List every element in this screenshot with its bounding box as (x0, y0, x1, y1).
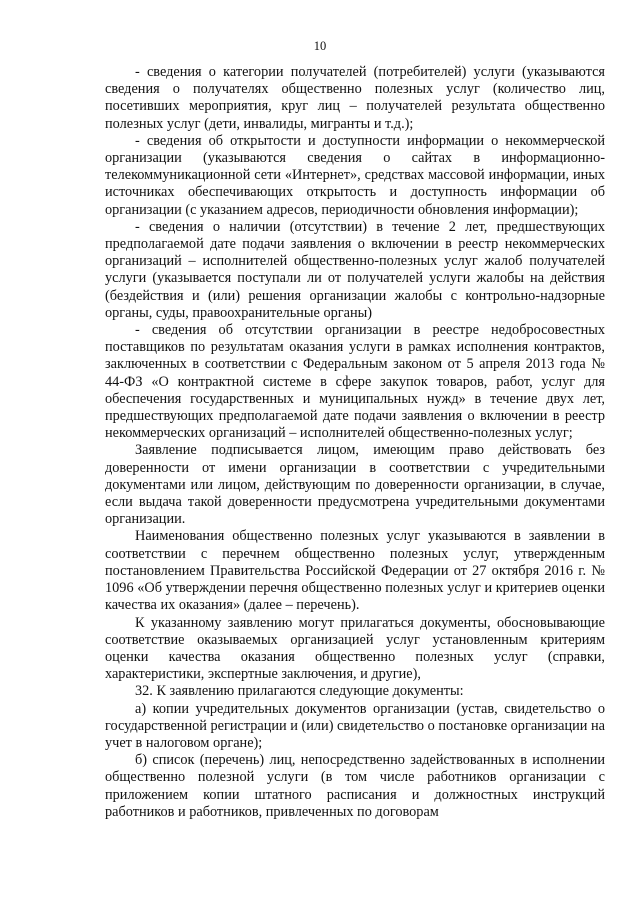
paragraph-item-a: а) копии учредительных документов организации (устав, свидетельство о государственной регистрации и (или) свидетельство о постановке организации на учет в налоговом органе); (105, 700, 605, 751)
body-text (105, 64, 605, 821)
paragraph-openness-info: - сведения об открытости и доступности информации о некоммерческой организации (указываются сведения о сайтах в информационно-телекоммуникационной сети «Интернет», средствах массовой информации, иных источниках обеспечивающих открытость и доступность информации об организации (с указанием адресов, периодичности обновления информации); (105, 132, 605, 218)
paragraph-supporting-documents: К указанному заявлению могут прилагаться документы, обосновывающие соответствие оказываемых организацией услуг установленным критериям оценки качества оказания общественно полезных услуг (справки, характеристики, экспертные заключения, и другие), (105, 614, 605, 683)
page-number: 10 (313, 39, 327, 53)
paragraph-complaints-info: - сведения о наличии (отсутствии) в течение 2 лет, предшествующих предполагаемой дате подачи заявления о включении в реестр некоммерческих организаций – исполнителей общественно-полезных услуг жалоб получателей услуги (указывается поступали ли от получателей услуги жалобы на действия (бездействия и (или) решения организации жалобы с контрольно-надзорные органы, суды, правоохранительные органы) (105, 218, 605, 321)
paragraph-recipients-info: - сведения о категории получателей (потребителей) услуги (указываются сведения о получателях общественно полезных услуг (количество лиц, посетивших мероприятия, круг лиц – получателей результата общественно полезных услуг (дети, инвалиды, мигранты и т.д.); (105, 64, 605, 132)
paragraph-unscrupulous-suppliers: - сведения об отсутствии организации в реестре недобросовестных поставщиков по результатам оказания услуги в рамках исполнения контрактов, заключенных в соответствии с Федеральным законом от 5 апреля 2013 года № 44-ФЗ «О контрактной системе в сфере закупок товаров, работ, услуг для обеспечения государственных и муниципальных нужд» в течение двух лет, предшествующих предполагаемой дате подачи заявления о включении в реестр некоммерческих организаций – исполнителей общественно-полезных услуг; (105, 322, 605, 442)
paragraph-service-names: Наименования общественно полезных услуг указываются в заявлении в соответствии с перечнем общественно полезных услуг, утвержденным постановлением Правительства Российской Федерации от 27 октября 2016 г. № 1096 «Об утверждении перечня общественно полезных услуг и критериев оценки качества их оказания» (далее – перечень). (105, 528, 605, 614)
paragraph-item-32: 32. К заявлению прилагаются следующие документы: (135, 683, 464, 700)
paragraph-application-signature: Заявление подписывается лицом, имеющим право действовать без доверенности от имени организации в соответствии с учредительными документами или лицом, действующим по доверенности организации, в случае, если выдача такой доверенности предусмотрена учредительными документами организации. (105, 442, 605, 528)
paragraph-item-b: б) список (перечень) лиц, непосредственно задействованных в исполнении общественно полезной услуги (в том числе работников организации с приложением копии штатного расписания и должностных инструкций работников и работников, привлеченных по договорам (105, 752, 605, 820)
